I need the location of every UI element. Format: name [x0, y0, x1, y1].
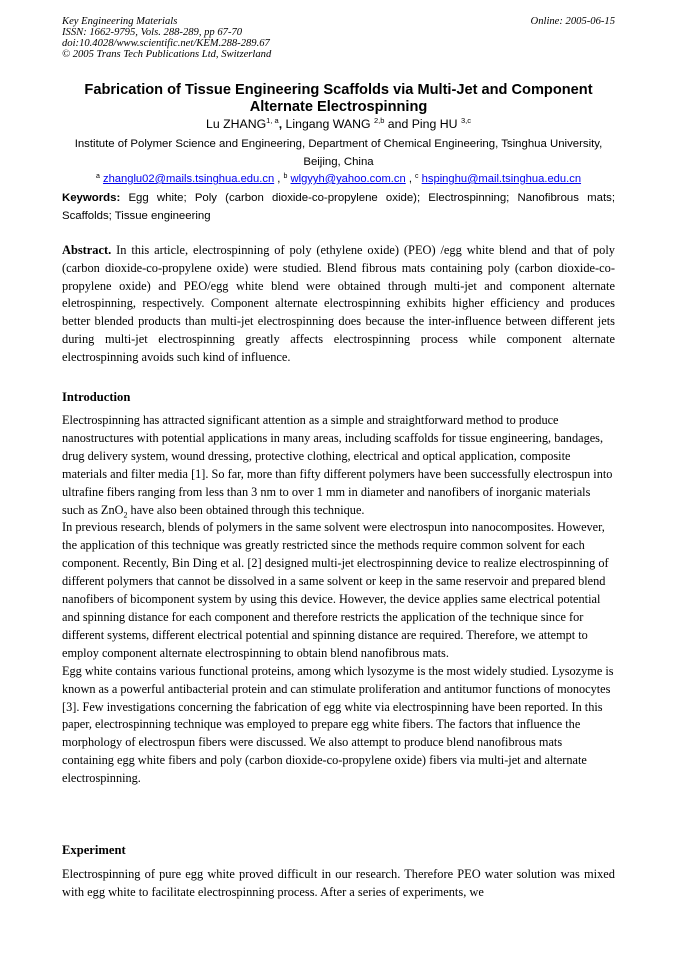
email-link[interactable]: hspinghu@mail.tsinghua.edu.cn	[421, 173, 582, 185]
journal-name: Key Engineering Materials	[62, 16, 178, 27]
email-link[interactable]: wlgyyh@yahoo.com.cn	[290, 173, 406, 185]
author-affiliation-mark: 1, a	[266, 116, 279, 125]
abstract-label: Abstract.	[62, 243, 112, 257]
keywords	[62, 189, 615, 225]
paragraph: Egg white contains various functional proteins, among which lysozyme is the most widely studied. Lysozyme is known as a powerful antibacterial protein and can stimulate proliferation and antitumor functions of monocytes [3]. Few investigations concerning the fabrication of egg white via electrospinning have been reported. In this paper, electrospinning technique was employed to prepare egg white fibers. The factors that influence the morphology of electrospun fibers were discussed. We also attempt to produce blend nanofibrous mats containing egg white fibers and poly (carbon dioxide-co-propylene oxide) fibers via multi-jet and alternate electrospinning.	[62, 663, 614, 786]
affiliation: Institute of Polymer Science and Engineering, Department of Chemical Engineering, Tsinghua University, Beijing, China	[74, 138, 603, 168]
author-affiliation-mark: 2,b	[373, 116, 385, 125]
author-affiliation-mark: 3,c	[460, 116, 471, 125]
copyright-line: © 2005 Trans Tech Publications Ltd, Switzerland	[62, 49, 272, 60]
author-list: Lu ZHANG$^{1, a}$, Lingang WANG $^{2,b}$ and Ping HU $^{3,c}$	[206, 116, 471, 131]
email-link[interactable]: zhanglu02@mails.tsinghua.edu.cn	[102, 173, 275, 185]
introduction-body	[62, 412, 615, 788]
experiment-heading: Experiment	[62, 843, 126, 857]
keywords-text: Egg white; Poly (carbon dioxide-co-propylene oxide); Electrospinning; Nanofibrous mats; Scaffolds; Tissue engineering	[62, 192, 615, 222]
introduction-heading: Introduction	[62, 390, 131, 404]
paper-title: Fabrication of Tissue Engineering Scaffolds via Multi-Jet and Component Alternate Electrospinning	[84, 82, 593, 115]
paragraph: Electrospinning has attracted significant attention as a simple and straightforward method to produce nanostructures with potential applications in many areas, including scaffolds for tissue engineering, bandages, drug delivery system, wound dressing, protective clothing, electrical and optical application, composite materials and filter media [1]. So far, more than fifty different polymers have been successfully electrospun into ultrafine fibers ranging from less than 3 nm to over 1 mm in diameter and nanofibers of inorganic materials such as ZnO$_2$ have also been obtained through this technique.	[62, 413, 613, 519]
doi-line: doi:10.4028/www.scientific.net/KEM.288-289.67	[62, 38, 270, 49]
author-name: Ping HU	[411, 117, 458, 131]
experiment-text: Electrospinning of pure egg white proved difficult in our research. Therefore PEO water solution was mixed with egg white to facilitate electrospinning process. After a series of experiments, we	[62, 867, 615, 899]
abstract-text: In this article, electrospinning of poly (ethylene oxide) (PEO) /egg white blend and that of poly (carbon dioxide-co-propylene oxide) were studied. Blend fibrous mats containing poly (carbon dioxide-co-propylene oxide) and PEO/egg white blend were obtained through multi-jet and component alternate eletrospinning, respectively. Component alternate electrospinning exhibits higher efficiency and produces better blended products than multi-jet electrospinning does because the inter-influence between different jets during multi-jet electrospinning greatly affects electrospinning process while component alternate electrospinning avoids such kind of influence.	[62, 243, 615, 364]
paragraph: In previous research, blends of polymers in the same solvent were electrospun into nanocomposites. However, the application of this technique was greatly restricted since the methods require common solvent for each component. Recently, Bin Ding et al. [2] designed multi-jet electrospinning device to realize electrospinning of different polymers that cannot be dissolved in a same solvent or keep in the same reservoir and prepared blend nanofibers of bicomponent system by using this device. However, the device applies same electrical potential and spinning distance for each component and therefore restricts the application of the technique since for different systems, different electrical potential and spinning distance are required. Therefore, we attempt to employ component alternate electrospinning to obtain blend nanofibrous mats.	[62, 520, 609, 660]
online-date: Online: 2005-06-15	[530, 16, 615, 27]
author-name: Lu ZHANG	[206, 117, 267, 131]
author-name: Lingang WANG	[285, 117, 371, 131]
issn-line: ISSN: 1662-9795, Vols. 288-289, pp 67-70	[62, 27, 243, 38]
journal-info	[62, 16, 422, 60]
keywords-label: Keywords:	[62, 192, 121, 204]
email-list: $^a$ zhanglu02@mails.tsinghua.edu.cn , $^b$ wlgyyh@yahoo.com.cn , $^c$ hspinghu@mail.tsinghua.edu.cn	[95, 173, 582, 185]
abstract	[62, 242, 615, 367]
